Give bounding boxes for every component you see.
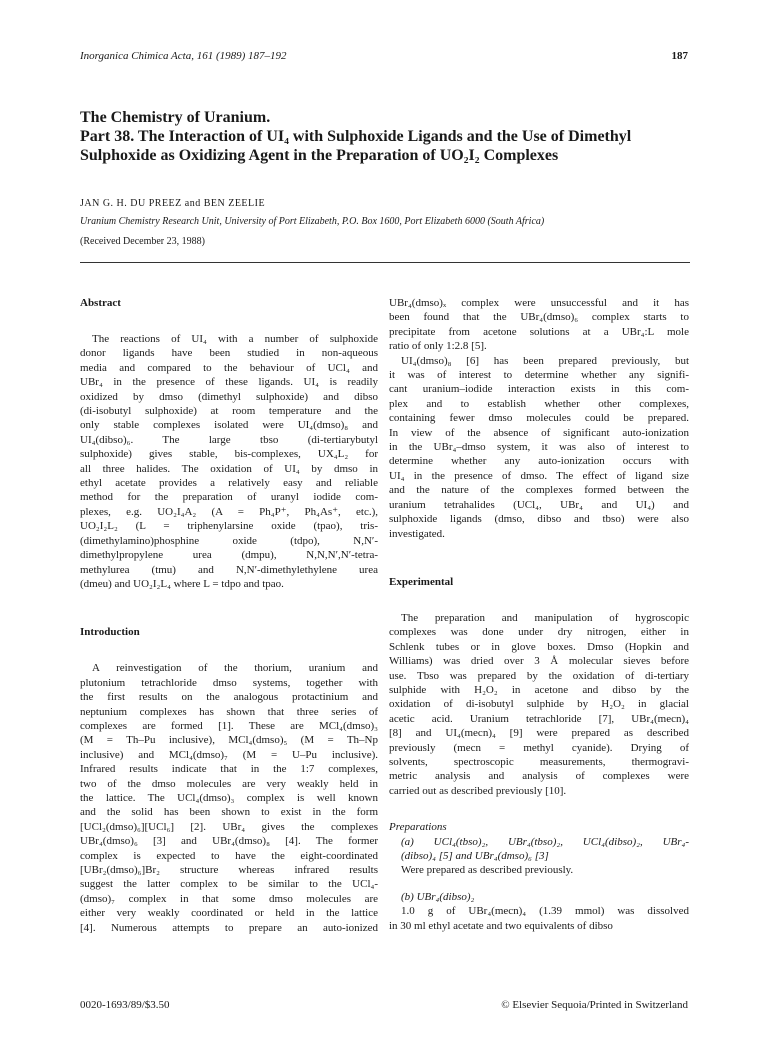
intro-line: inclusive) and MCl₄(dmso)₇ (M = U–Pu inclusive). bbox=[80, 748, 378, 761]
intro-line: [4]. Numerous attempts to prepare an auto-ionized bbox=[80, 921, 378, 934]
introduction-heading: Introduction bbox=[80, 626, 140, 639]
prep-a-text: Were prepared as described previously. bbox=[401, 864, 574, 877]
exp-line: oxidation of di-isobutyl sulphide by H₂O₂ in glacial bbox=[389, 698, 689, 711]
intro-p2-line: in the UBr₄–dmso system, it was also of interest to bbox=[389, 441, 689, 454]
intro-line: the first results on the analogous protactinium and bbox=[80, 691, 378, 704]
abstract-line: oxidized by dmso (dimethyl sulphoxide) and dibso bbox=[80, 390, 378, 403]
intro-line: (M = Th–Pu inclusive), MCl₄(dmso)₅ (M = Th–Np bbox=[80, 734, 378, 747]
intro-line: two of the dmso molecules are very weakly held in bbox=[80, 777, 378, 790]
exp-line: complexes was done under dry nitrogen, either in bbox=[389, 626, 689, 639]
intro-line: complexes are formed [1]. These are MCl₄(dmso)₃ bbox=[80, 719, 378, 732]
intro-line: and the solid has been shown to exist in the form bbox=[80, 806, 378, 819]
experimental-heading: Experimental bbox=[389, 575, 454, 588]
intro-line: A reinvestigation of the thorium, uranium and bbox=[92, 662, 378, 675]
intro-cont-line: UBr₄(dmso)ₓ complex were unsuccessful and it has bbox=[389, 297, 689, 309]
intro-p2-line: it was of interest to determine whether any signifi- bbox=[389, 369, 689, 382]
abstract-heading: Abstract bbox=[80, 297, 121, 309]
preparations-heading: Preparations bbox=[389, 821, 447, 834]
abstract-line: method for the preparation of uranyl iodide com- bbox=[80, 491, 378, 504]
intro-p2-line: and the nature of the complexes formed between the bbox=[389, 484, 689, 497]
prep-b-line: 1.0 g of UBr₄(mecn)₄ (1.39 mmol) was dissolved bbox=[401, 905, 689, 918]
intro-cont-line: precipitate from acetone solutions at a UBr₄:L mole bbox=[389, 325, 689, 338]
title-line-1: The Chemistry of Uranium. bbox=[80, 109, 271, 126]
exp-line: Schlenk tubes or in glove boxes. Dmso (Hopkin and bbox=[389, 640, 689, 653]
preparation-b bbox=[389, 890, 689, 933]
introduction-body bbox=[80, 661, 378, 935]
title-line-3: Sulphoxide as Oxidizing Agent in the Preparation of UO₂I₂ Complexes bbox=[80, 147, 559, 164]
abstract-line: all three halides. The oxidation of UI₄ by dmso in bbox=[80, 462, 378, 475]
intro-line: the lattice. The UCl₄(dmso)₃ complex is well known bbox=[80, 791, 378, 804]
abstract-body bbox=[80, 332, 378, 591]
header-divider bbox=[80, 262, 690, 263]
abstract-line: only stable complexes isolated were UI₄(dmso)₈ and bbox=[80, 419, 378, 432]
page-number: 187 bbox=[671, 50, 688, 62]
intro-p2-line: determine whether any auto-ionization occurs with bbox=[389, 455, 689, 468]
intro-continuation bbox=[389, 296, 689, 354]
preparation-a bbox=[389, 835, 689, 878]
exp-line: acetic acid. Uranium tetrachloride [7], UBr₄(mecn)₄ bbox=[389, 712, 689, 725]
intro-line: complex is expected to have the eight-coordinated bbox=[80, 849, 378, 862]
affiliation: Uranium Chemistry Research Unit, University of Port Elizabeth, P.O. Box 1600, Port Elizabeth 6000 (South Africa) bbox=[80, 216, 545, 227]
intro-line: [UCl₂(dmso)₆][UCl₆] [2]. UBr₄ gives the complexes bbox=[80, 820, 378, 833]
abstract-line: donor ligands have been studied in non-aqueous bbox=[80, 347, 378, 360]
exp-line: [8] and UI₄(mecn)₄ [9] were prepared as described bbox=[389, 727, 689, 740]
abstract-line: UI₄(dibso)₆. The large tbso (di-tertiarybutyl bbox=[80, 433, 378, 446]
intro-line: UBr₄(dmso)₆ [3] and UBr₄(dmso)₈ [4]. The former bbox=[80, 835, 378, 848]
authors: JAN G. H. DU PREEZ and BEN ZEELIE bbox=[80, 198, 266, 209]
intro-line: [UBr₂(dmso)₆]Br₂ structure whereas infrared results bbox=[80, 864, 378, 876]
exp-line: use. Tbso was prepared by the oxidation of di-tertiary bbox=[389, 669, 689, 682]
abstract-line: UBr₄ in the presence of these ligands. UI₄ is readily bbox=[80, 376, 378, 389]
received-date: (Received December 23, 1988) bbox=[80, 236, 205, 247]
intro-p2-line: containing fewer dmso molecules could be prepared. bbox=[389, 412, 689, 425]
publisher-notice: © Elsevier Sequoia/Printed in Switzerland bbox=[501, 999, 688, 1011]
page-footer bbox=[80, 999, 688, 1015]
left-column bbox=[80, 296, 378, 935]
intro-p2-line: cant uranium–iodide interaction exists in this com- bbox=[389, 383, 689, 396]
prep-a-title-line: (dibso)₄ [5] and UBr₄(dmso)₆ [3] bbox=[401, 850, 549, 862]
intro-line: neptunium complexes has shown that three series of bbox=[80, 705, 378, 718]
journal-citation: Inorganica Chimica Acta, 161 (1989) 187–192 bbox=[80, 50, 287, 62]
abstract-line: media and compared to the behaviour of UCl₄ and bbox=[80, 361, 378, 374]
abstract-line: The reactions of UI₄ with a number of sulphoxide bbox=[92, 333, 378, 345]
exp-line: Williams) was dried over 3 Å molecular sieves before bbox=[389, 655, 689, 668]
abstract-line: (dmeu) and UO₂I₂L₄ where L = tdpo and tpao. bbox=[80, 577, 284, 590]
abstract-line: sulphoxide) gives stable, bis-complexes, UX₄L₂ for bbox=[80, 448, 378, 461]
intro-cont-line: been found that the UBr₄(dmso)₆ complex starts to bbox=[389, 311, 689, 324]
abstract-line: dimethylpropylene urea (dmpu), N,N,N′,N′-tetra- bbox=[80, 549, 378, 562]
intro-p2-line: UI₄ in the presence of dmso. The effect of ligand size bbox=[389, 469, 689, 482]
intro-p2-line: In view of the absence of significant auto-ionization bbox=[389, 426, 689, 439]
intro-cont-line: ratio of only 1:2.8 [5]. bbox=[389, 340, 487, 353]
title-line-2: Part 38. The Interaction of UI₄ with Sulphoxide Ligands and the Use of Dimethyl bbox=[80, 128, 632, 145]
abstract-line: ethyl acetate provides a relatively easy and reliable bbox=[80, 477, 378, 490]
experimental-body bbox=[389, 611, 689, 798]
exp-line: The preparation and manipulation of hygroscopic bbox=[401, 611, 689, 624]
abstract-line: plexes, e.g. UO₂I₄A₂ (A = Ph₄P⁺, Ph₄As⁺, etc.), bbox=[80, 505, 378, 518]
exp-line: solvents, spectroscopic measurements, thermogravi- bbox=[389, 755, 689, 768]
intro-line: Infrared results indicate that in the 1:7 complexes, bbox=[80, 763, 378, 776]
abstract-line: (dimethylamino)phosphine oxide (tdpo), N,N′- bbox=[80, 534, 378, 547]
issn-price: 0020-1693/89/$3.50 bbox=[80, 999, 170, 1011]
exp-line: previously (mecn = methyl cyanide). Drying of bbox=[389, 741, 689, 754]
intro-line: suggest the latter complex to be similar to the UCl₄- bbox=[80, 878, 378, 891]
exp-line: sulphide with H₂O₂ in acetone and dibso by the bbox=[389, 683, 689, 696]
intro-p2-line: UI₄(dmso)₈ [6] has been prepared previously, but bbox=[401, 354, 689, 367]
abstract-line: UO₂I₂L₂ (L = triphenylarsine oxide (tpao), tris- bbox=[80, 520, 378, 533]
running-header bbox=[80, 50, 688, 66]
right-column bbox=[389, 296, 689, 933]
exp-line: carried out as described previously [10]. bbox=[389, 784, 567, 797]
intro-paragraph-2 bbox=[389, 354, 689, 541]
intro-line: (dmso)₇ complex in that some dmso molecules are bbox=[80, 892, 378, 905]
intro-line: either very weakly coordinated or held in the lattice bbox=[80, 907, 378, 920]
prep-a-title-line: (a) UCl₄(tbso)₂, UBr₄(tbso)₂, UCl₄(dibso)₂, UBr₄- bbox=[401, 835, 689, 848]
intro-p2-line: sulphoxide ligands (dmso, dibso and tbso) were also bbox=[389, 513, 689, 526]
intro-p2-line: investigated. bbox=[389, 527, 445, 540]
intro-p2-line: uranium tetrahalides (UCl₄, UBr₄ and UI₄) and bbox=[389, 498, 689, 511]
prep-b-heading: (b) UBr₄(dibso)₂ bbox=[401, 890, 475, 903]
article-title bbox=[80, 108, 690, 165]
intro-p2-line: plex and to establish whether other complexes, bbox=[389, 397, 689, 410]
intro-line: plutonium tetrachloride dmso systems, together with bbox=[80, 676, 378, 689]
abstract-line: (di-isobutyl sulphoxide) at room temperature and the bbox=[80, 405, 378, 418]
prep-b-line: in 30 ml ethyl acetate and two equivalents of dibso bbox=[389, 919, 613, 932]
exp-line: metric analysis and analysis of complexes were bbox=[389, 770, 689, 783]
abstract-line: methylurea (tmu) and N,N′-dimethylethylene urea bbox=[80, 563, 378, 576]
